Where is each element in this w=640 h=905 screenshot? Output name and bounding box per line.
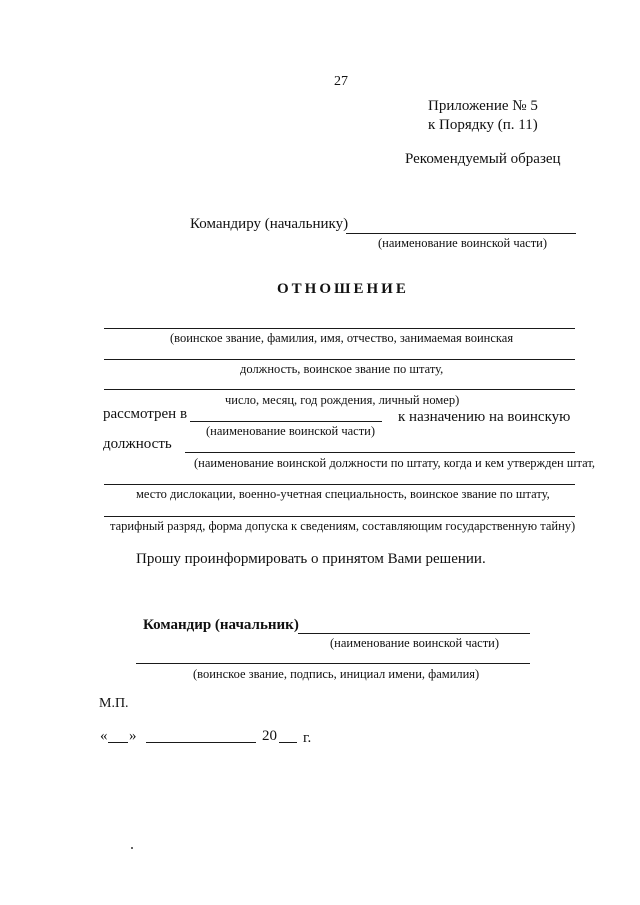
fill-line-3 (104, 389, 575, 390)
appointment-label: к назначению на воинскую (398, 409, 571, 425)
speck-mark (131, 847, 133, 849)
fill-line-6 (104, 516, 575, 517)
caption-unit: (наименование воинской части) (206, 424, 376, 438)
signature-fill-line (136, 663, 530, 664)
commander-label: Командир (начальник) (143, 617, 299, 633)
date-year-suffix: г. (303, 730, 312, 746)
request-text: Прошу проинформировать о принятом Вами решении. (136, 551, 486, 567)
caption-staff-position: (наименование воинской должности по штату, когда и кем утвержден штат, (194, 456, 595, 470)
addressee-fill-line (346, 233, 576, 234)
position-fill-line (185, 452, 575, 453)
caption-location: место дислокации, военно-учетная специальность, воинское звание по штату, (136, 487, 550, 501)
page-number: 27 (334, 74, 348, 89)
sample-label: Рекомендуемый образец (405, 151, 561, 167)
caption-birth: число, месяц, год рождения, личный номер) (225, 393, 460, 407)
fill-line-2 (104, 359, 575, 360)
caption-tariff: тарифный разряд, форма допуска к сведениям, составляющим государственную тайну) (110, 519, 576, 533)
fill-line-5 (104, 484, 575, 485)
considered-in-label: рассмотрен в (103, 406, 188, 422)
date-day-line (108, 742, 128, 743)
date-year-prefix: 20 (262, 728, 277, 744)
commander-fill-line (298, 633, 530, 634)
addressee-caption: (наименование воинской части) (378, 236, 548, 250)
date-month-line (146, 742, 256, 743)
caption-rank-name: (воинское звание, фамилия, имя, отчество, занимаемая воинская (170, 331, 514, 345)
document-title: ОТНОШЕНИЕ (277, 281, 409, 297)
caption-position: должность, воинское звание по штату, (240, 362, 444, 376)
stamp-label: М.П. (99, 696, 129, 711)
unit-fill-line (190, 421, 382, 422)
commander-unit-caption: (наименование воинской части) (330, 636, 500, 650)
date-close-quote: » (129, 728, 137, 744)
position-label: должность (103, 436, 172, 452)
date-year-line (279, 742, 297, 743)
appendix-line-2: к Порядку (п. 11) (428, 117, 538, 133)
appendix-line-1: Приложение № 5 (428, 98, 538, 114)
date-open-quote: « (100, 728, 108, 744)
addressee-label: Командиру (начальнику) (190, 216, 349, 232)
fill-line-1 (104, 328, 575, 329)
signature-caption: (воинское звание, подпись, инициал имени, фамилия) (193, 667, 480, 681)
